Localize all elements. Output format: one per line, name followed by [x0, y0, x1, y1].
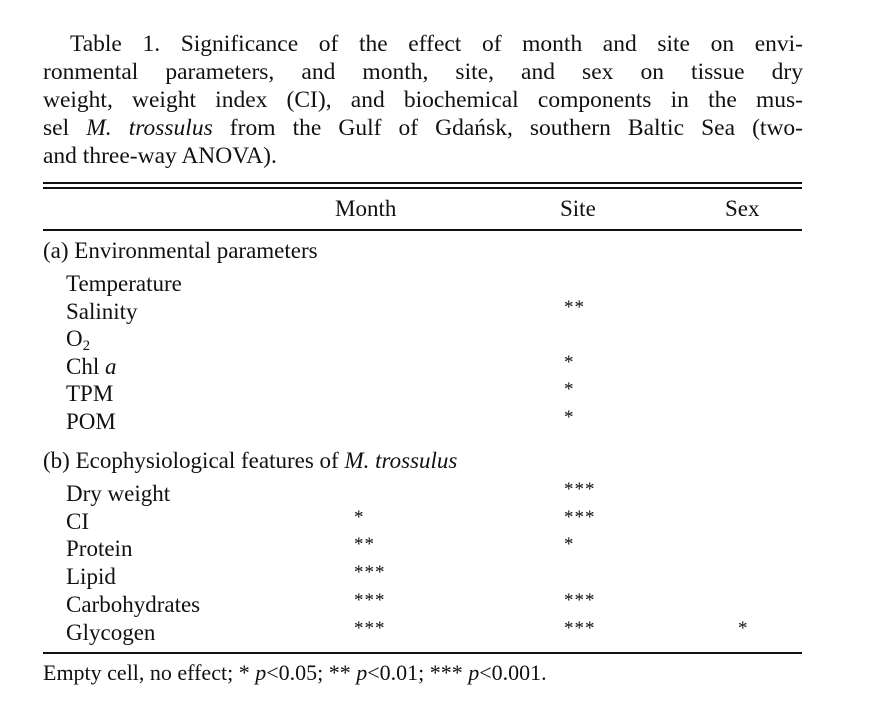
table-row	[0, 299, 878, 327]
cell-sex: *	[738, 618, 749, 639]
cell-site: *	[564, 534, 575, 555]
table-row	[0, 564, 878, 592]
cell-site: **	[564, 297, 585, 318]
caption-line-1: Table 1. Significance of the effect of month and site on envi-	[70, 31, 803, 57]
cell-site: *	[564, 352, 575, 373]
section-a-title: (a) Environmental parameters	[43, 238, 318, 263]
cell-month: ***	[354, 562, 386, 583]
row-label: Salinity	[66, 299, 138, 324]
bottom-rule	[43, 652, 802, 654]
cell-site: ***	[564, 590, 596, 611]
footnote-p-2: p	[350, 660, 368, 685]
row-label: Carbohydrates	[66, 592, 201, 617]
cell-site: ***	[564, 479, 596, 500]
table-row	[0, 592, 878, 620]
top-rule-2	[43, 187, 802, 189]
table-row	[0, 326, 878, 354]
row-label: TPM	[66, 381, 114, 406]
table-row	[0, 354, 878, 382]
footnote-p-1: p	[249, 660, 267, 685]
table-row	[0, 271, 878, 299]
section-b-title	[43, 448, 457, 474]
caption-line-4-pre: sel	[43, 115, 87, 141]
table-row	[0, 536, 878, 564]
row-label	[66, 326, 90, 352]
footnote-stars-1: *	[238, 660, 250, 685]
row-label: POM	[66, 409, 116, 434]
row-label-main: O	[66, 326, 83, 351]
caption-line-2: ronmental parameters, and month, site, and sex on tissue dry	[43, 59, 803, 85]
table-row	[0, 481, 878, 509]
section-b-species: M. trossulus	[344, 448, 458, 473]
row-label: CI	[66, 509, 89, 534]
table-footnote	[43, 660, 547, 686]
caption-line-5: and three-way ANOVA).	[43, 143, 277, 169]
row-label: Lipid	[66, 564, 116, 589]
row-label-italic: a	[104, 354, 117, 379]
footnote-value-2: <0.01;	[367, 660, 430, 685]
row-label-subscript: 2	[82, 338, 91, 354]
footnote-value-1: <0.05;	[266, 660, 329, 685]
table-caption	[43, 30, 803, 170]
footnote-text: Empty cell, no effect;	[43, 660, 239, 685]
table-row	[0, 509, 878, 537]
row-label: Glycogen	[66, 620, 156, 645]
column-header-sex: Sex	[725, 196, 760, 221]
cell-site: ***	[564, 507, 596, 528]
cell-month: ***	[354, 618, 386, 639]
row-label-main: Chl	[66, 354, 105, 379]
caption-species-name: M. trossulus	[86, 115, 213, 141]
caption-line-4-post: from the Gulf of Gdańsk, southern Baltic Sea (two-	[212, 115, 803, 141]
column-header-month: Month	[335, 196, 397, 221]
cell-site: *	[564, 407, 575, 428]
section-b-title-pre: (b) Ecophysiological features of	[43, 448, 345, 473]
footnote-stars-3: ***	[429, 660, 463, 685]
column-header-site: Site	[560, 196, 596, 221]
top-rule-1	[43, 182, 802, 184]
caption-line-4	[43, 114, 803, 142]
cell-month: **	[354, 534, 375, 555]
cell-month: *	[354, 507, 365, 528]
row-label: Protein	[66, 536, 133, 561]
row-label: Temperature	[66, 271, 182, 296]
row-label: Dry weight	[66, 481, 171, 506]
cell-site: *	[564, 379, 575, 400]
table-row	[0, 409, 878, 437]
row-label	[66, 354, 116, 380]
header-rule	[43, 229, 802, 231]
footnote-stars-2: **	[328, 660, 351, 685]
footnote-value-3: <0.001.	[479, 660, 547, 685]
cell-site: ***	[564, 618, 596, 639]
table-row	[0, 620, 878, 648]
table-row	[0, 381, 878, 409]
cell-month: ***	[354, 590, 386, 611]
caption-line-3: weight, weight index (CI), and biochemical components in the mus-	[43, 87, 803, 113]
footnote-p-3: p	[462, 660, 480, 685]
